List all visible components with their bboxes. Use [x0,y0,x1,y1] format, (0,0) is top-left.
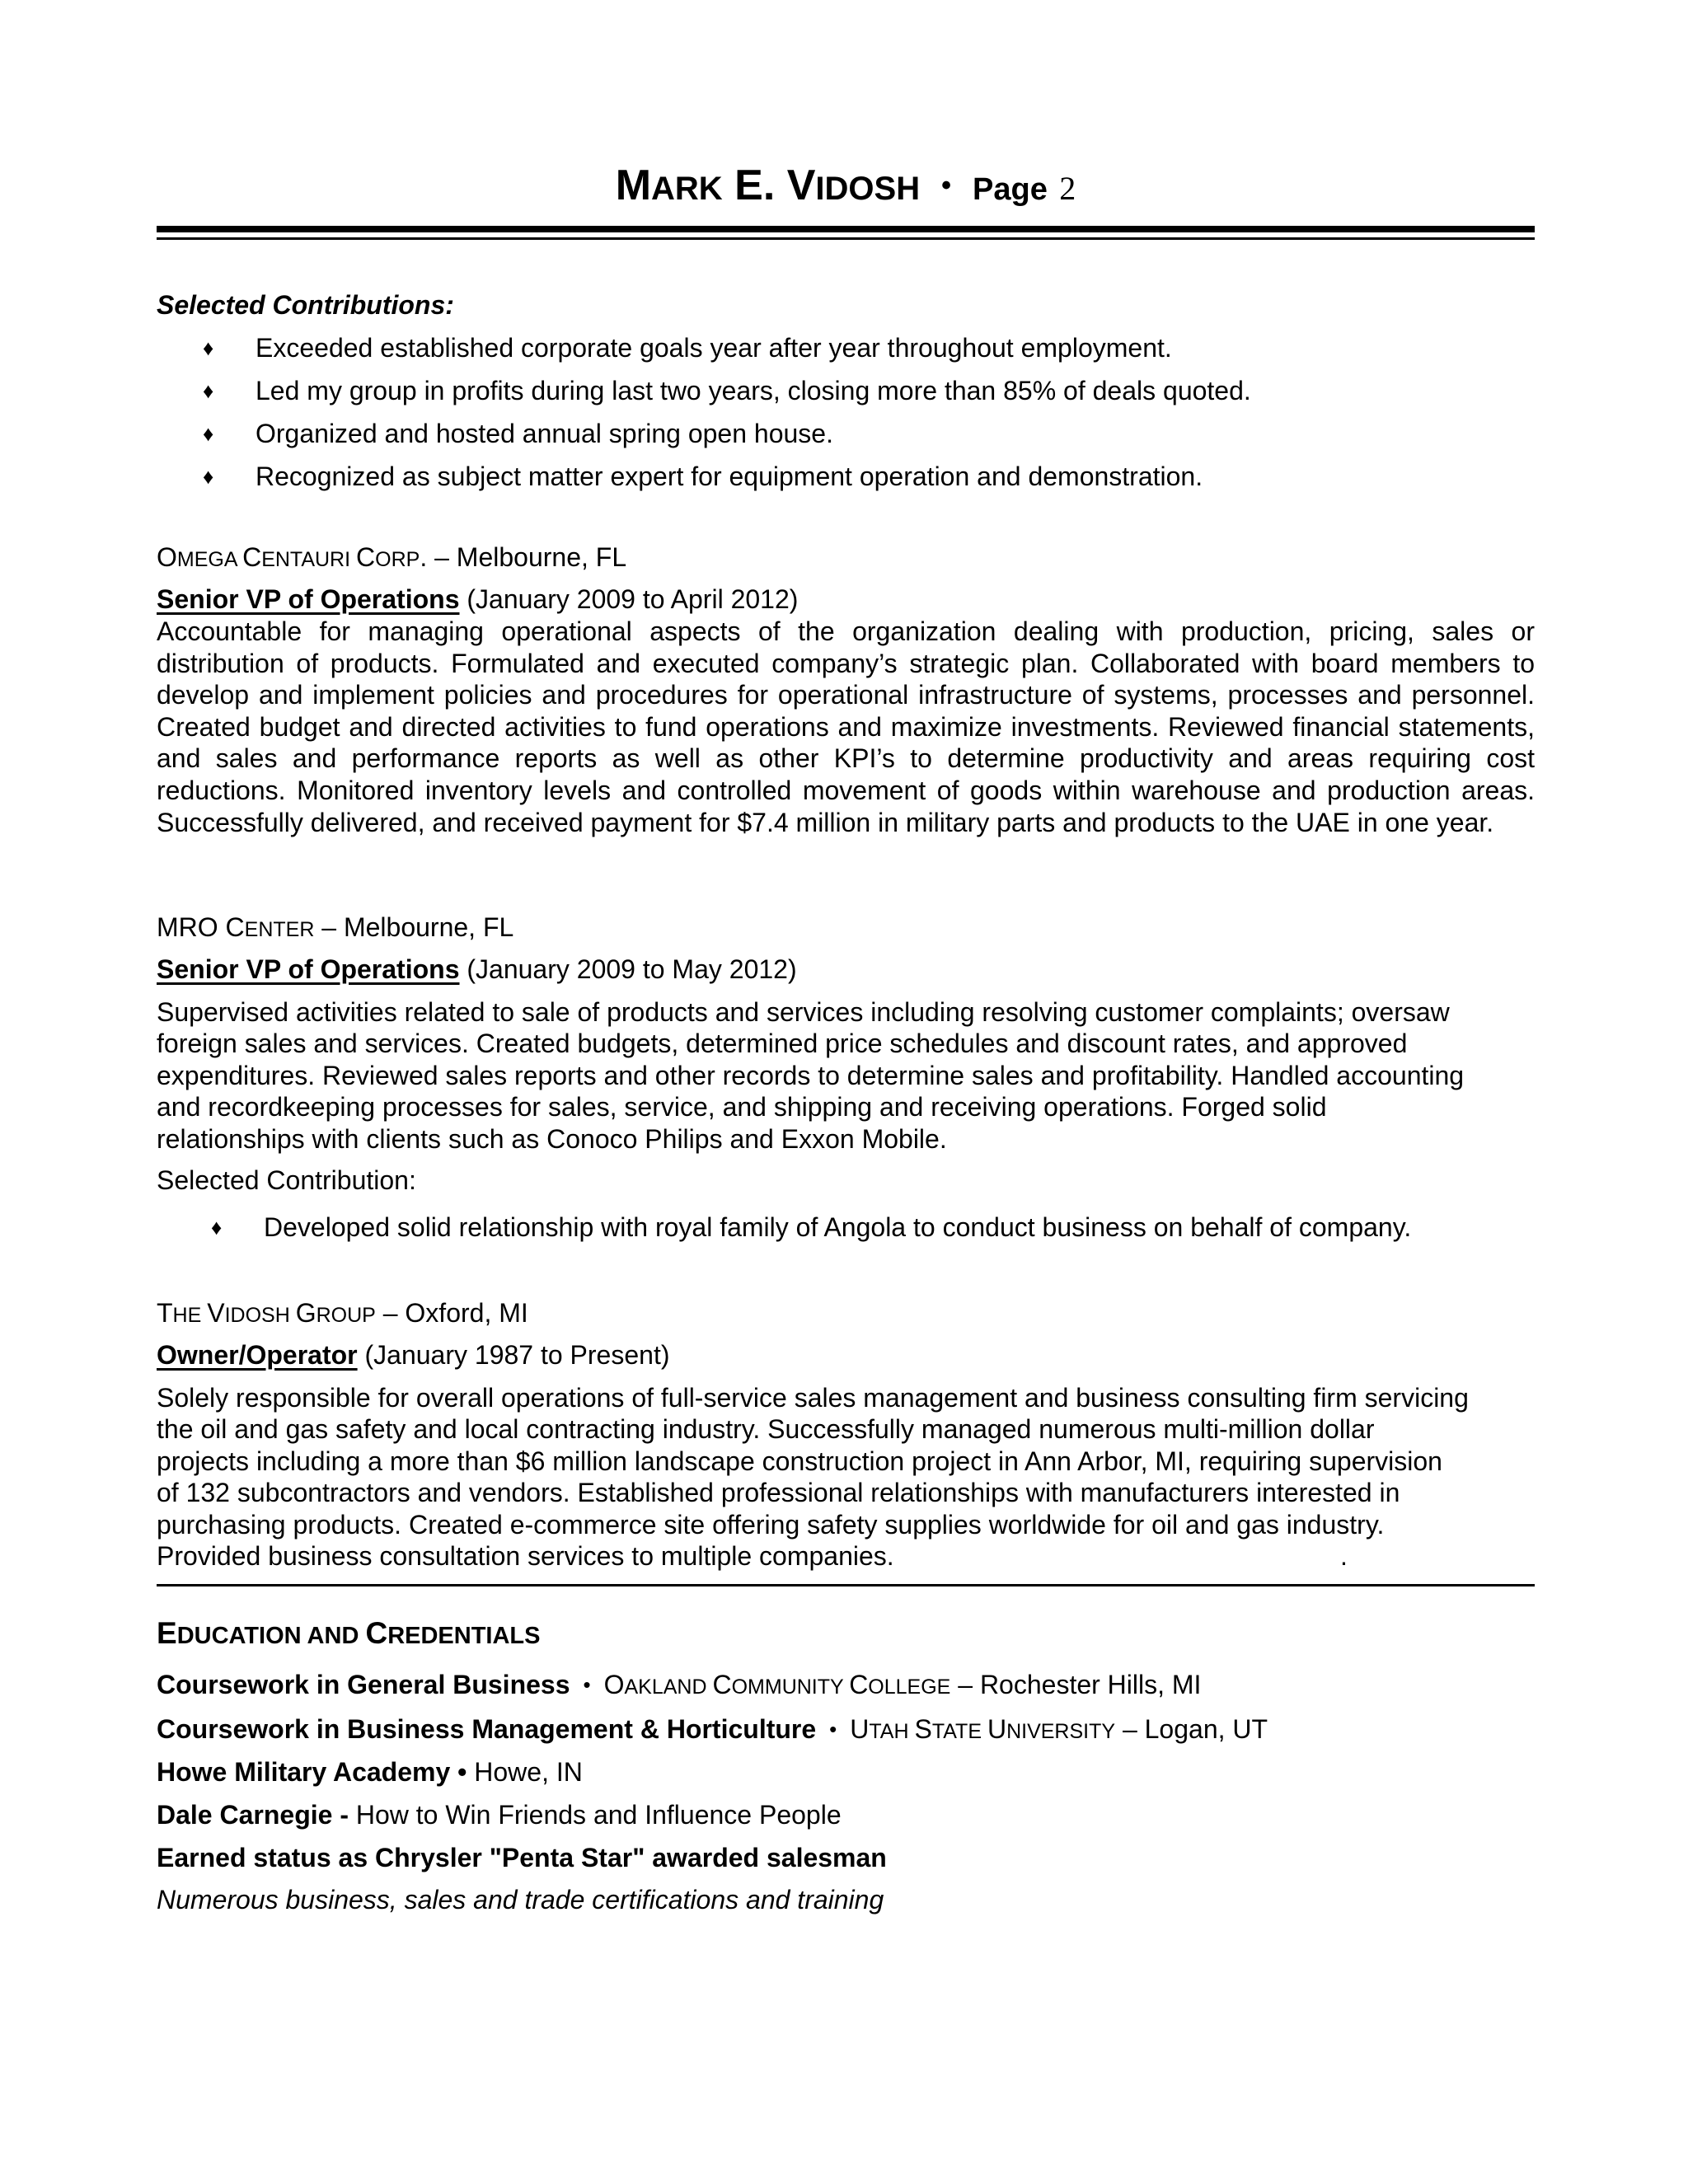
job-company: THE VIDOSH GROUP – Oxford, MI [157,1298,528,1328]
job-dates: (January 1987 to Present) [357,1340,670,1370]
header-rule-thin [157,237,1535,240]
contribution-item: Exceeded established corporate goals year after year throughout employment. [256,333,1172,363]
diamond-bullet-icon: ♦ [203,464,214,489]
education-entry: Earned status as Chrysler "Penta Star" awarded salesman [157,1843,887,1872]
page-number: 2 [1059,170,1076,207]
contribution-item: Recognized as subject matter expert for equipment operation and demonstration. [256,462,1203,491]
education-entry: Howe Military Academy • Howe, IN [157,1757,583,1787]
job-company: MRO CENTER – Melbourne, FL [157,912,514,942]
page-header [157,155,1535,221]
trailing-period: . [1340,1541,1348,1571]
job-dates: (January 2009 to May 2012) [459,954,797,984]
education-heading: EDUCATION AND CREDENTIALS [157,1616,541,1650]
resume-page [157,0,1535,2184]
name-middle: E. [722,162,787,209]
education-entry: Dale Carnegie - How to Win Friends and Influence People [157,1800,842,1830]
page-label: Page [973,172,1048,207]
name-first-rest: ARK [651,171,723,207]
contributions-heading: Selected Contributions: [157,290,454,320]
contribution-item: Organized and hosted annual spring open house. [256,419,833,448]
job-description-line: and recordkeeping processes for sales, service, and shipping and receiving operations. Forged solid [157,1092,1327,1122]
certifications-note: Numerous business, sales and trade certifications and training [157,1885,884,1915]
contribution-label: Selected Contribution: [157,1165,416,1195]
job-description-line: of 132 subcontractors and vendors. Established professional relationships with manufacturers interested in [157,1478,1400,1507]
job-title: Owner/Operator [157,1340,358,1370]
job-title: Senior VP of Operations [157,954,460,984]
diamond-bullet-icon: ♦ [203,378,214,403]
section-divider [157,1584,1535,1586]
name-last-initial: V [786,162,816,209]
job-dates: (January 2009 to April 2012) [459,584,799,614]
job-description-line: relationships with clients such as Conoco Philips and Exxon Mobile. [157,1124,947,1154]
contribution-item: Led my group in profits during last two years, closing more than 85% of deals quoted. [256,376,1251,405]
job-title-line [157,954,797,986]
diamond-bullet-icon: ♦ [203,335,214,360]
separator-bullet: • [829,1717,837,1741]
job-description-line: foreign sales and services. Created budgets, determined price schedules and discount rates, and approved [157,1029,1408,1058]
job-title-line [157,583,798,616]
header-rule-thick [157,226,1535,232]
name-last-rest: IDOSH [815,171,921,207]
job-description: Accountable for managing operational aspects of the organization dealing with production, pricing, sales or distribution of products. Formulated and executed company’s strategic plan. Collaborated with board members to develop and implement policies and procedures for operational infrastructure of systems, processes and personnel. Created budget and directed activities to fund operations and maximize investments. Reviewed financial statements, and sales and performance reports as well as other KPI’s to determine productivity and areas requiring cost reductions. Monitored inventory levels and controlled movement of goods within warehouse and production areas. Successfully delivered, and received payment for $7.4 million in military parts and products to the UAE in one year. [157,616,1535,837]
job-description-line: purchasing products. Created e-commerce site offering safety supplies worldwide for oil and gas industry. [157,1510,1385,1540]
job-company: OMEGA CENTAURI CORP. – Melbourne, FL [157,542,627,572]
contribution-item: Developed solid relationship with royal family of Angola to conduct business on behalf of company. [264,1212,1412,1242]
education-entry: Coursework in General Business • OAKLAND COMMUNITY COLLEGE – Rochester Hills, MI [157,1670,1202,1699]
header-bullet: • [941,170,952,201]
name-first-initial: M [615,162,652,209]
job-description-line: Provided business consultation services to multiple companies. [157,1541,894,1571]
diamond-bullet-icon: ♦ [203,421,214,446]
separator-bullet: • [583,1672,591,1697]
job-description-line: Solely responsible for overall operations of full-service sales management and business consulting firm servicing [157,1383,1469,1413]
job-title-line [157,1339,669,1371]
job-title: Senior VP of Operations [157,584,460,614]
job-description-line: the oil and gas safety and local contracting industry. Successfully managed numerous multi-million dollar [157,1414,1375,1444]
diamond-bullet-icon: ♦ [211,1215,223,1240]
job-description-line: expenditures. Reviewed sales reports and other records to determine sales and profitability. Handled accounting [157,1061,1465,1090]
job-description-line: Supervised activities related to sale of products and services including resolving customer complaints; oversaw [157,997,1450,1027]
education-entry: Coursework in Business Management & Horticulture • UTAH STATE UNIVERSITY – Logan, UT [157,1714,1268,1744]
job-description-line: projects including a more than $6 million landscape construction project in Ann Arbor, MI, requiring supervision [157,1446,1442,1476]
